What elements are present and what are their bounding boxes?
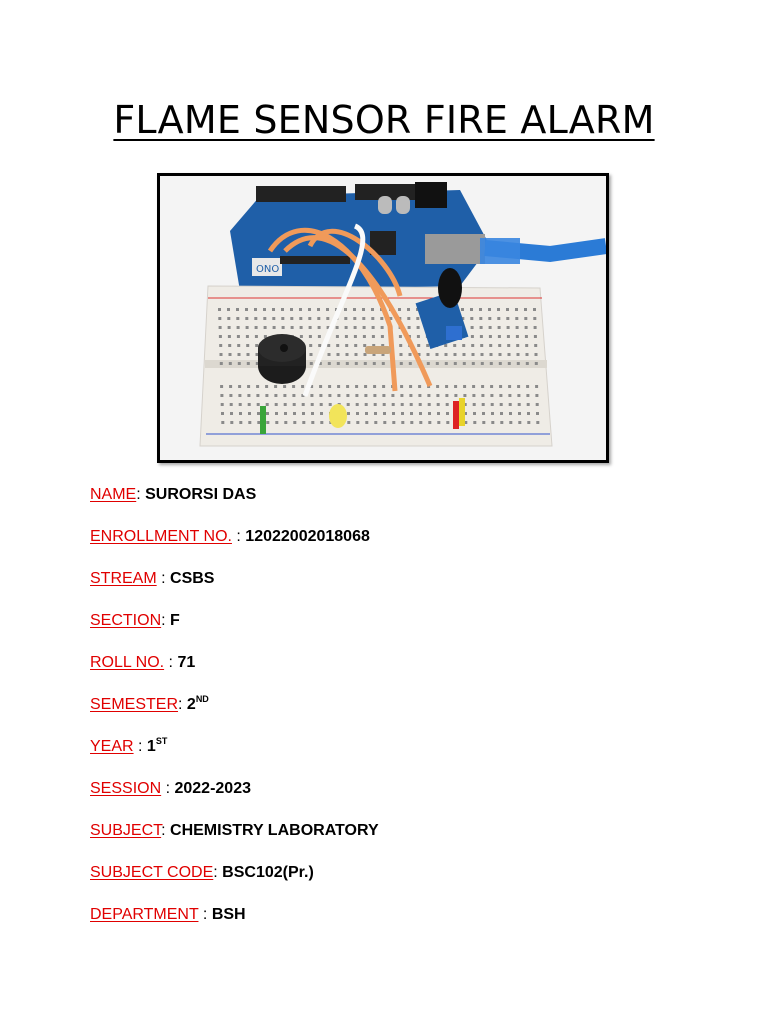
field-label: STREAM: [90, 570, 157, 587]
field-value: F: [170, 612, 180, 629]
field-stream: [90, 568, 690, 610]
field-session: [90, 778, 690, 820]
field-value-suffix: ST: [155, 736, 168, 746]
field-label: SUBJECT CODE: [90, 864, 214, 881]
field-enrollment-no: [90, 526, 690, 568]
field-value: 12022002018068: [245, 528, 370, 545]
field-separator: :: [156, 570, 171, 587]
field-semester: [90, 694, 690, 736]
field-separator: :: [136, 486, 146, 503]
field-year: [90, 736, 690, 778]
field-label: NAME: [90, 486, 137, 503]
field-department: [90, 904, 690, 946]
field-separator: :: [178, 696, 187, 713]
field-value: SURORSI DAS: [145, 486, 257, 503]
field-roll-no: [90, 652, 690, 694]
field-separator: :: [161, 780, 175, 797]
field-label: ROLL NO.: [90, 654, 165, 671]
field-value: CHEMISTRY LABORATORY: [170, 822, 379, 839]
field-value: 1: [146, 738, 156, 755]
field-value: BSC102(Pr.): [222, 864, 314, 881]
field-value: 2: [186, 696, 196, 713]
field-separator: :: [231, 528, 246, 545]
field-label: ENROLLMENT NO.: [90, 528, 232, 545]
field-value: 2022-2023: [174, 780, 251, 797]
field-label: SUBJECT: [90, 822, 162, 839]
field-label: SESSION: [90, 780, 162, 797]
field-separator: :: [133, 738, 147, 755]
field-label: SEMESTER: [90, 696, 179, 713]
field-label: YEAR: [90, 738, 134, 755]
field-separator: :: [198, 906, 212, 923]
field-separator: :: [164, 654, 178, 671]
field-section: [90, 610, 690, 652]
field-subject-code: [90, 862, 690, 904]
svg-text:ONO: ONO: [256, 264, 280, 275]
circuit-photo: [157, 173, 609, 463]
field-value: CSBS: [170, 570, 215, 587]
page-title: FLAME SENSOR FIRE ALARM: [113, 98, 655, 142]
student-details: [90, 484, 690, 946]
field-separator: :: [161, 822, 171, 839]
field-subject: [90, 820, 690, 862]
buzzer-icon: [258, 334, 306, 384]
field-value-suffix: ND: [195, 694, 209, 704]
field-separator: :: [213, 864, 223, 881]
field-name: [90, 484, 690, 526]
field-value: 71: [177, 654, 196, 671]
field-label: DEPARTMENT: [90, 906, 199, 923]
field-separator: :: [161, 612, 171, 629]
field-label: SECTION: [90, 612, 162, 629]
field-value: BSH: [211, 906, 246, 923]
